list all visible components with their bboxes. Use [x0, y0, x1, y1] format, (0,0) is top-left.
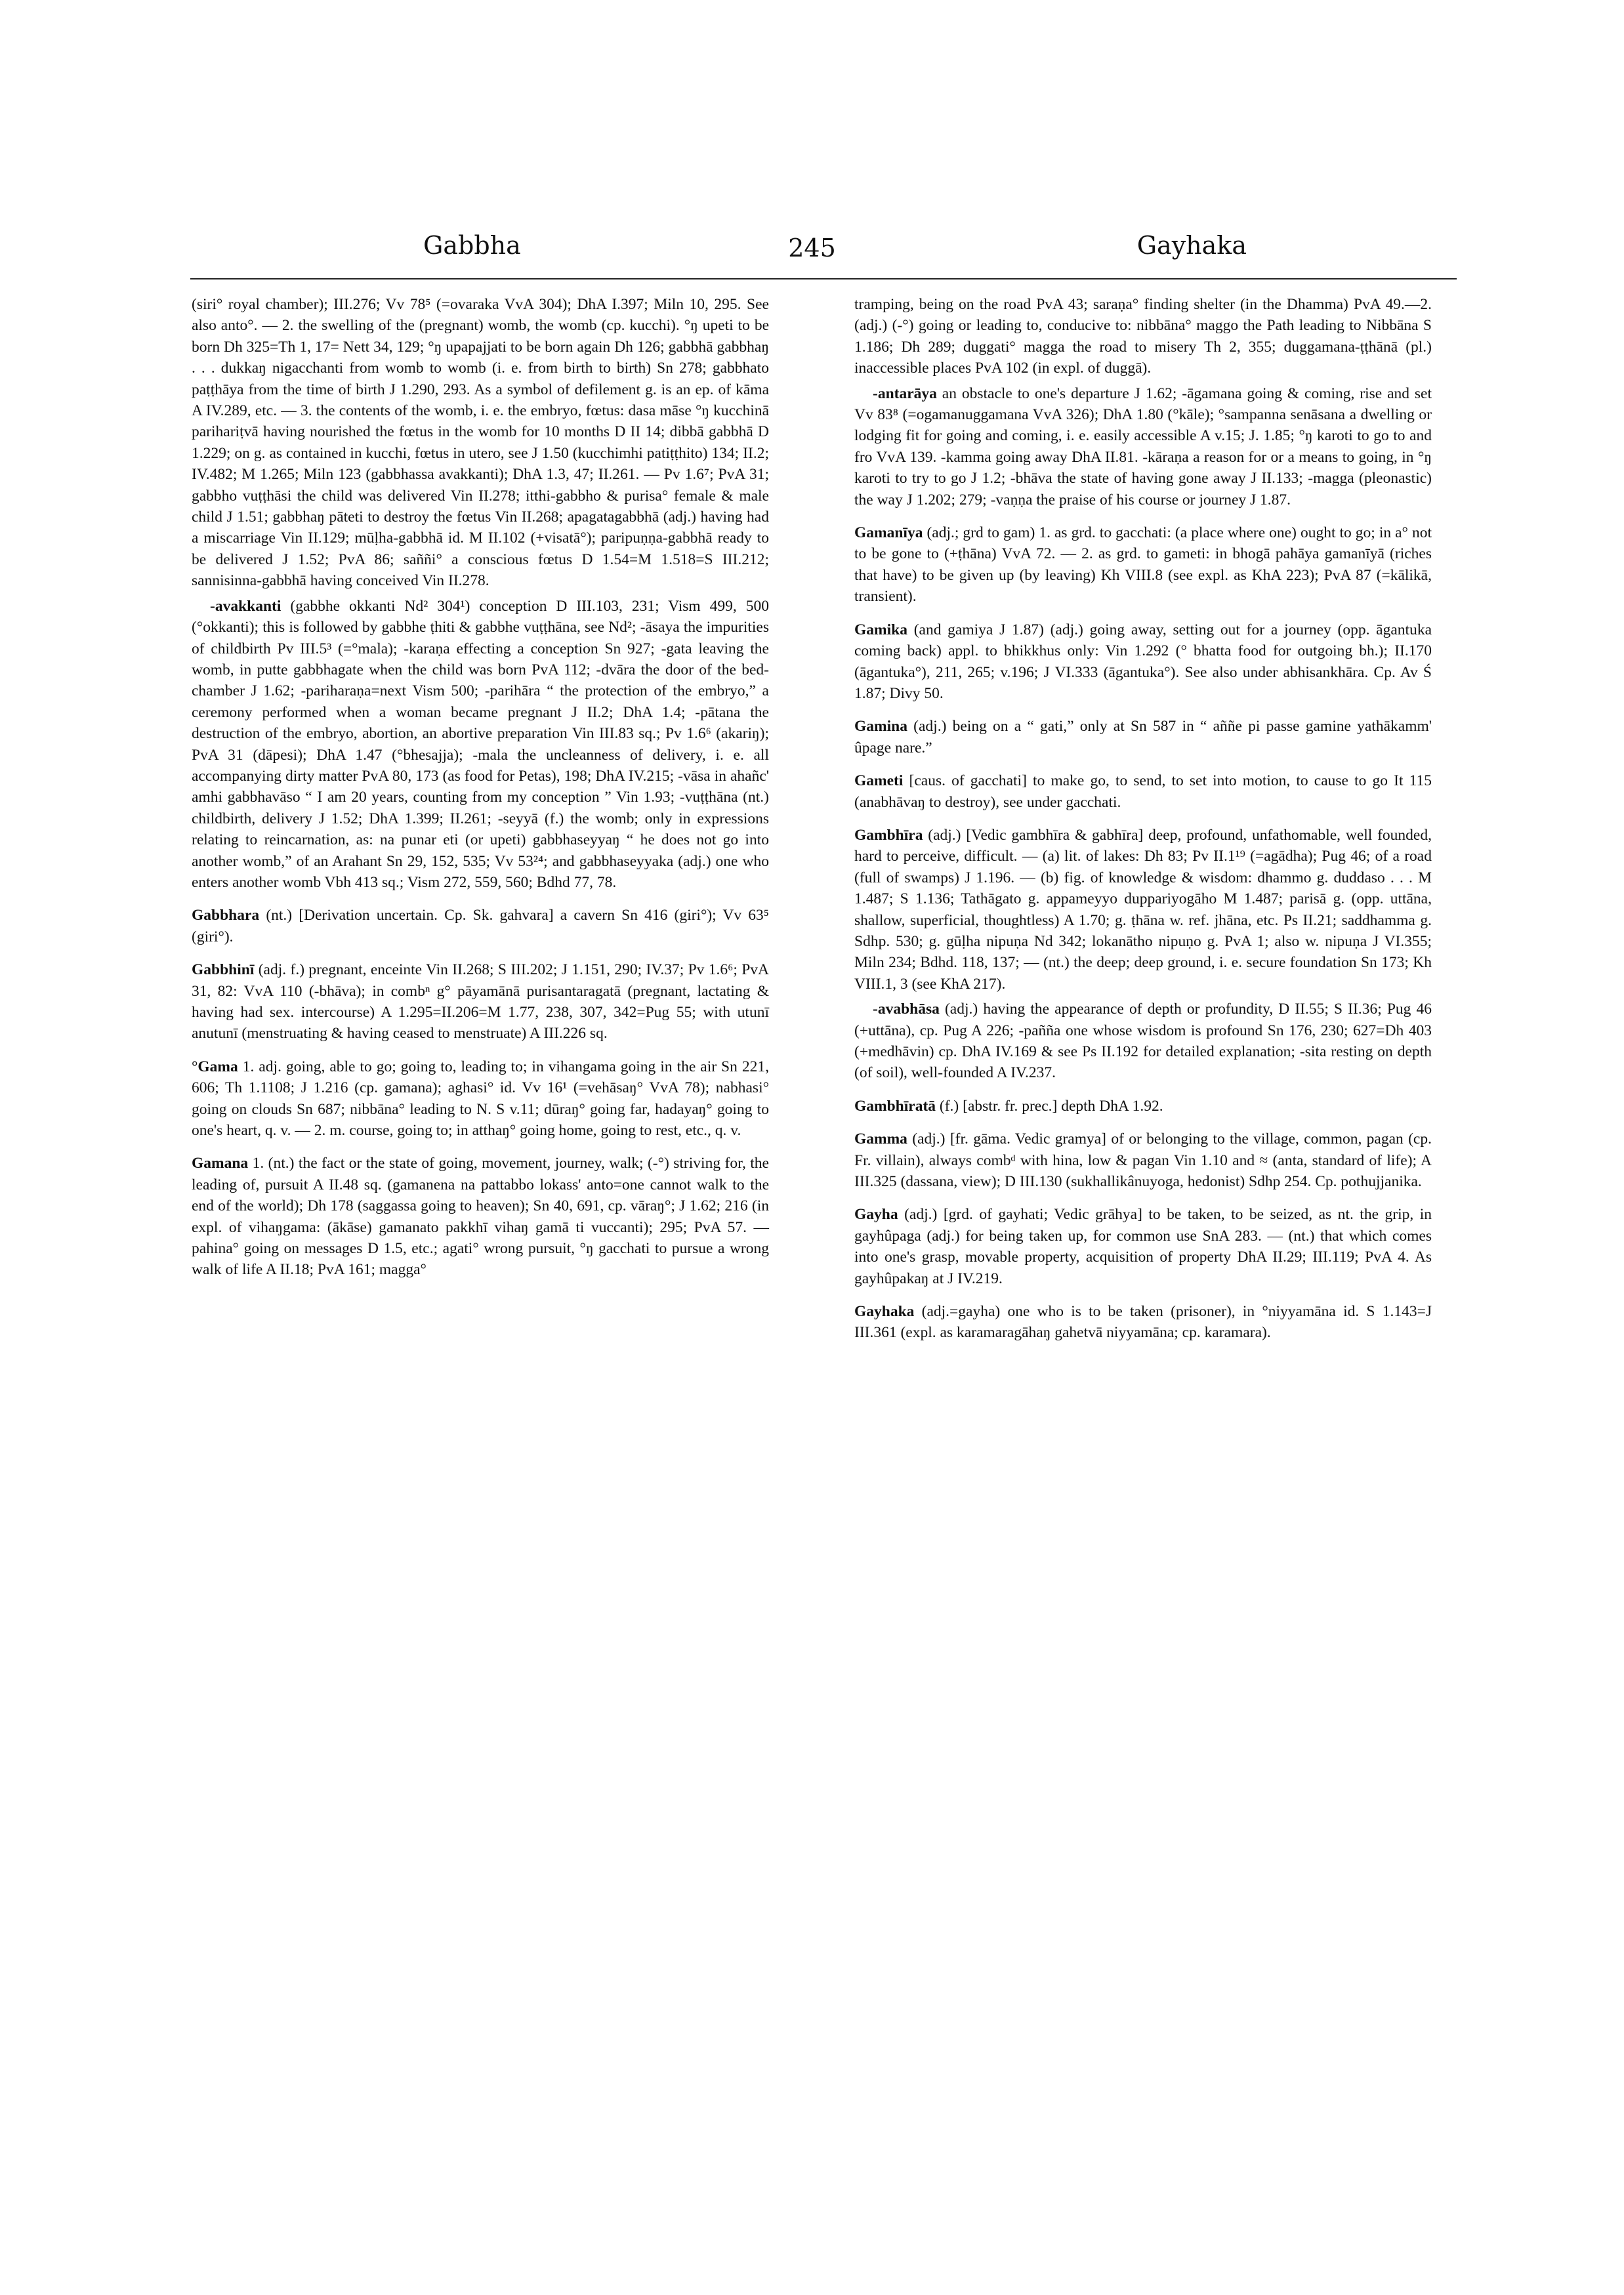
dictionary-entry [192, 905, 769, 947]
entry-headword: Gamana [192, 1155, 249, 1172]
dictionary-entry [854, 619, 1432, 705]
entry-definition: (adj.) having the appearance of depth or profundity, D II.55; S II.36; Pug 46 (+uttāna), cp. Pug A 226; -pañña one whose wisdom is profound Sn 176, 230; 627=Dh 403 (+medhāvin) cp. DhA IV.169 & see Ps II.192 for detailed explanation; -sita resting on depth (of soil), well-founded A IV.237. [854, 1001, 1432, 1082]
left-column [192, 294, 769, 1292]
dictionary-entry [854, 716, 1432, 758]
header-left-guideword: Gabbha [423, 231, 521, 260]
sub-entry [192, 596, 769, 894]
dictionary-entry [854, 1301, 1432, 1344]
entry-headword: °Gama [192, 1058, 238, 1075]
sub-entry [854, 999, 1432, 1084]
dictionary-entry [854, 1204, 1432, 1289]
dictionary-entry [854, 825, 1432, 995]
entry-definition: (adj.; grd to gam) 1. as grd. to gacchati: (a place where one) ought to go; in a° not to be gone to (+ṭhāna) VvA 72. — 2. as grd. to gameti: in bhogā pahāya gamanīyā (riches that have) to be given up (by leaving) Kh VIII.8 (see expl. as KhA 223); PvA 87 (=kālikā, transient). [854, 524, 1432, 606]
dictionary-entry [192, 294, 769, 592]
entry-headword: Gamina [854, 718, 907, 735]
entry-headword: Gabbhinī [192, 961, 255, 979]
dictionary-entry [192, 1153, 769, 1280]
entry-definition: (adj.) [fr. gāma. Vedic gramya] of or belonging to the village, common, pagan (cp. Fr. villain), always combᵈ with hina, low & pagan Vin 1.10 and ≈ (anta, standard of life); A III.325 (dassana, view); D III.130 (sukhallikânuyoga, hedonist) Sdhp 254. Cp. pothujjanika. [854, 1130, 1432, 1191]
sub-entry [854, 383, 1432, 510]
entry-definition: [caus. of gacchati] to make go, to send, to set into motion, to cause to go It 115 (anabhāvaŋ to destroy), see under gacchati. [854, 772, 1432, 811]
entry-headword: Gambhīra [854, 826, 923, 844]
entry-definition: tramping, being on the road PvA 43; saraṇa° finding shelter (in the Dhamma) PvA 49.—2. (adj.) (-°) going or leading to, conducive to: nibbāna° maggo the Path leading to Nibbāna S 1.186; Dh 289; duggati° magga the road to misery Th 2, 355; duggamana-ṭṭhānā (pl.) inaccessible places PvA 102 (in expl. of duggā). [854, 296, 1432, 377]
dictionary-entry [192, 959, 769, 1044]
entry-headword: Gabbhara [192, 907, 260, 924]
dictionary-entry [854, 1096, 1432, 1117]
right-column [854, 294, 1432, 1355]
entry-definition: (adj.) being on a “ gati,” only at Sn 587 in “ aññe pi passe gamine yathākamm' ûpage nare.” [854, 718, 1432, 756]
entry-definition: (adj.=gayha) one who is to be taken (prisoner), in °niyyamāna id. S 1.143=J III.361 (expl. as karamaragāhaŋ gahetvā niyyamāna; cp. karamara). [854, 1303, 1432, 1342]
header-right-guideword: Gayhaka [1136, 231, 1247, 260]
entry-definition: (siri° royal chamber); III.276; Vv 78⁵ (=ovaraka VvA 304); DhA I.397; Miln 10, 295. See also anto°. — 2. the swelling of the (pregnant) womb, the womb (cp. kucchi). °ŋ upeti to be born Dh 325=Th 1, 17= Nett 34, 129; °ŋ upapajjati to be born again Dh 126; gabbhā gabbhaŋ . . . dukkaŋ nigacchanti from womb to womb (i. e. from birth to birth) Sn 278; gabbhato paṭṭhāya from the time of birth J 1.290, 293. As a symbol of defilement g. is an ep. of kāma A IV.289, etc. — 3. the contents of the womb, i. e. the embryo, fœtus: dasa māse °ŋ kucchinā parihariṭvā having nourished the fœtus in the womb for 10 months D II 14; dibbā gabbhā D 1.229; on g. as contained in kucchi, fœtus in utero, see J 1.50 (kucchimhi patiṭṭhito) 134; II.2; IV.482; M 1.265; Miln 123 (gabbhassa avakkanti); DhA 1.3, 47; II.261. — Pv 1.6⁷; PvA 31; gabbho vuṭṭhāsi the child was delivered Vin II.278; itthi-gabbho & purisa° female & male child J 1.51; gabbhaŋ pāteti to destroy the fœtus Vin II.268; apagatagabbhā (adj.) having had a miscarriage Vin II.129; mūḷha-gabbhā id. M II.102 (+visatā°); paripuṇṇa-gabbhā ready to be delivered J 1.52; PvA 86; saññi° a conscious fœtus D 1.54=M 1.518=S III.212; sannisinna-gabbhā having conceived Vin II.278. [192, 296, 769, 590]
entry-definition: (nt.) [Derivation uncertain. Cp. Sk. gahvara] a cavern Sn 416 (giri°); Vv 63⁵ (giri°). [192, 907, 769, 945]
dictionary-entry [854, 522, 1432, 608]
entry-headword: Gamma [854, 1130, 907, 1148]
entry-definition: 1. (nt.) the fact or the state of going, movement, journey, walk; (-°) striving for, the leading of, pursuit A II.48 sq. (gamanena na pattabbo lokass' anto=one cannot walk to the end of the world); Dh 178 (saggassa going to heaven); Sn 40, 691, cp. vāraŋ°; J 1.62; 216 (in expl. of vihaŋgama: (ākāse) gamanato pakkhī vihaŋ gamā ti vuccanti); 295; PvA 57. — pahina° going on messages D 1.5, etc.; agati° wrong pursuit, °ŋ gacchati to pursue a wrong walk of life A II.18; PvA 161; magga° [192, 1155, 769, 1279]
entry-headword: -avabhāsa [873, 1001, 940, 1018]
page-number: 245 [788, 234, 836, 262]
running-header [171, 231, 1453, 277]
entry-definition: an obstacle to one's departure J 1.62; -āgamana going & coming, rise and set Vv 83⁸ (=ogamanuggamana VvA 326); DhA 1.80 (°kāle); °sampanna senāsana a dwelling or lodging fit for going and coming, i. e. easily accessible A v.15; J. 1.85; °ŋ karoti to go to and fro VvA 139. -kamma going away DhA II.81. -kāraṇa a reason for or a means to going, in °ŋ karoti to try to go J 1.2; -bhāva the state of having gone away J II.133; -magga (pleonastic) the way J 1.202; 279; -vaṇṇa the praise of his course or journey J 1.87. [854, 384, 1432, 508]
entry-definition: (and gamiya J 1.87) (adj.) going away, setting out for a journey (opp. āgantuka coming back) appl. to bhikkhus only: Vin 1.292 (° bhatta food for outgoing bh.); II.170 (āgantuka°), 211, 265; v.196; J VI.333 (āgantuka°). See also under abhisankhāra. Cp. Av Ś 1.87; Divy 50. [854, 621, 1432, 702]
entry-definition: (f.) [abstr. fr. prec.] depth DhA 1.92. [936, 1097, 1163, 1115]
dictionary-entry [854, 770, 1432, 813]
entry-definition: (gabbhe okkanti Nd² 304¹) conception D III.103, 231; Vism 499, 500 (°okkanti); this is followed by gabbhe ṭhiti & gabbhe vuṭṭhāna, see Nd²; -āsaya the impurities of childbirth Pv III.5³ (=°mala); -karaṇa effecting a conception Sn 927; -gata leaving the womb, in putte gabbhagate when the child was born PvA 112; -dvāra the door of the bed-chamber J 1.62; -pariharaṇa=next Vism 500; -parihāra “ the protection of the embryo,” a ceremony performed when a woman became pregnant J II.2; DhA 1.4; -pātana the destruction of the embryo, abortion, an abortive preparation Vin III.83 sq.; Pv 1.6⁶ (akariŋ); PvA 31 (dāpesi); DhA 1.47 (°bhesajja); -mala the uncleanness of delivery, i. e. all accompanying dirty matter PvA 80, 173 (as food for Petas), 198; DhA IV.215; -vāsa in ahañc' amhi gabbhavāso “ I am 20 years, counting from my conception ” Vin 1.93; -vuṭṭhāna (nt.) childbirth, delivery J 1.52; DhA 1.399; II.261; -seyyā (f.) the womb; only in expressions relating to reincarnation, as: na punar eti (or upeti) gabbhaseyyaŋ “ he does not go into another womb,” of an Arahant Sn 29, 152, 535; Vv 53²⁴; and gabbhaseyyaka (adj.) one who enters another womb Vbh 413 sq.; Vism 272, 559, 560; Bdhd 77, 78. [192, 597, 769, 891]
entry-headword: -antarāya [873, 384, 937, 402]
dictionary-entry [854, 294, 1432, 379]
entry-headword: Gambhīratā [854, 1097, 936, 1115]
entry-headword: -avakkanti [210, 597, 281, 615]
entry-definition: (adj.) [grd. of gayhati; Vedic grāhya] to be taken, to be seized, as nt. the grip, in gayhûpaga (adj.) for being taken up, for common use SnA 283. — (nt.) that which comes into one's grasp, movable property, acquisition of property DhA II.29; III.119; PvA 4. As gayhûpakaŋ at J IV.219. [854, 1206, 1432, 1287]
entry-headword: Gamika [854, 621, 907, 638]
entry-definition: 1. adj. going, able to go; going to, leading to; in vihangama going in the air Sn 221, 606; Th 1.1108; J 1.216 (cp. gamana); aghasi° id. Vv 16¹ (=vehāsaŋ° VvA 78); nabhasi° going on clouds Sn 687; nibbāna° leading to N. S v.11; dūraŋ° going far, hadayaŋ° going to one's heart, q. v. — 2. m. course, going to; in atthaŋ° going home, going to rest, etc., q. v. [192, 1058, 769, 1140]
entry-definition: (adj.) [Vedic gambhīra & gabhīra] deep, profound, unfathomable, well founded, hard to perceive, difficult. — (a) lit. of lakes: Dh 83; Pv II.1¹⁹ (=agādha); Pug 46; of a road (full of swamps) J 1.196. — (b) fig. of knowledge & wisdom: dhammo g. duddaso . . . M 1.487; S 1.136; Tathāgato g. appameyyo duppariyogāho M 1.487; parisā g. (opp. uttāna, shallow, superficial, thoughtless) A 1.70; g. ṭhāna w. ref. jhāna, etc. Ps II.21; saddhamma g. Sdhp. 530; g. gūḷha nipuṇa Nd 342; lokanātho nipuṇo g. PvA 1; also w. nipuṇa J VI.355; Miln 234; Bdhd. 118, 137; — (nt.) the deep; deep ground, i. e. secure foundation Sn 173; Kh VIII.1, 3 (see KhA 217). [854, 826, 1432, 993]
entry-headword: Gamanīya [854, 524, 923, 542]
dictionary-entry [192, 1056, 769, 1142]
entry-headword: Gayhaka [854, 1303, 915, 1321]
entry-headword: Gameti [854, 772, 904, 790]
entry-definition: (adj. f.) pregnant, enceinte Vin II.268; S III.202; J 1.151, 290; IV.37; Pv 1.6⁶; PvA 31, 82: VvA 110 (-bhāva); in combⁿ g° pāyamānā purisantaragatā (pregnant, lactating & having had sex. intercourse) A 1.295=II.206=M 1.77, 238, 307, 342=Pug 55; with utunī anutunī (menstruating & having ceased to menstruate) A III.226 sq. [192, 961, 769, 1043]
header-rule [190, 278, 1457, 279]
entry-headword: Gayha [854, 1206, 898, 1224]
dictionary-entry [854, 1128, 1432, 1192]
